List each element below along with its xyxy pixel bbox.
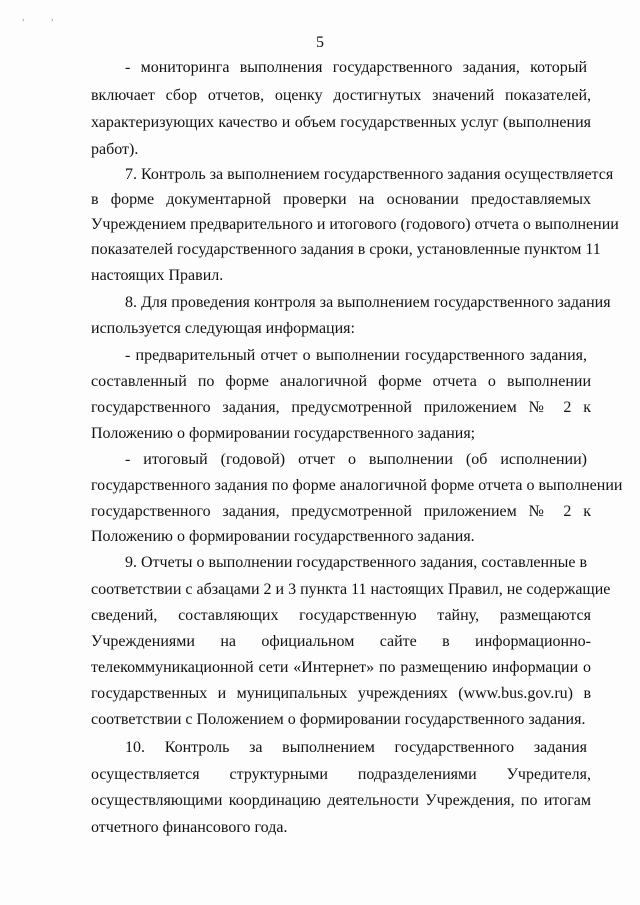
text-line: телекоммуникационной сети «Интернет» по размещению информации о (91, 659, 591, 676)
text-line: Учреждением предварительного и итогового (годового) отчета о выполнении (91, 216, 619, 233)
margin-marks: , , (22, 12, 66, 23)
text-line: сведений, составляющих государственную тайну, размещаются (91, 607, 591, 624)
page-number: 5 (316, 34, 324, 51)
text-line: включает сбор отчетов, оценку достигнутых значений показателей, (91, 87, 591, 104)
text-line: - предварительный отчет о выполнении государственного задания, (125, 347, 587, 364)
text-line: соответствии с Положением о формировании государственного задания. (91, 711, 586, 728)
text-line: 10. Контроль за выполнением государственного задания (125, 739, 587, 756)
text-line: государственных и муниципальных учреждениях (www.bus.gov.ru) в (91, 685, 591, 702)
text-line: Положению о формировании государственного задания; (91, 425, 476, 442)
text-line: отчетного финансового года. (91, 819, 288, 836)
text-line: - итоговый (годовой) отчет о выполнении (об исполнении) (125, 451, 587, 468)
text-line: осуществляющими координацию деятельности Учреждения, по итогам (91, 792, 591, 809)
text-line: государственного задания, предусмотренной приложением № 2 к (91, 503, 591, 520)
text-line: 8. Для проведения контроля за выполнением государственного задания (125, 294, 611, 311)
text-line: работ). (91, 141, 139, 158)
text-line: соответствии с абзацами 2 и 3 пункта 11 настоящих Правил, не содержащие (91, 581, 611, 598)
text-line: показателей государственного задания в сроки, установленные пунктом 11 (91, 241, 601, 258)
text-line: государственного задания по форме аналогичной форме отчета о выполнении (91, 477, 623, 494)
text-line: используется следующая информация: (91, 320, 355, 337)
text-line: настоящих Правил. (91, 267, 224, 284)
text-line: Положению о формировании государственного задания. (91, 528, 475, 545)
text-line: 7. Контроль за выполнением государственного задания осуществляется (125, 166, 614, 183)
text-line: в форме документарной проверки на основании предоставляемых (91, 191, 591, 208)
text-line: составленный по форме аналогичной форме отчета о выполнении (91, 373, 591, 390)
text-line: осуществляется структурными подразделениями Учредителя, (91, 766, 591, 783)
text-line: - мониторинга выполнения государственного задания, который (125, 59, 587, 76)
text-line: характеризующих качество и объем государственных услуг (выполнения (91, 114, 591, 131)
text-line: 9. Отчеты о выполнении государственного задания, составленные в (125, 554, 588, 571)
text-line: Учреждениями на официальном сайте в информационно- (91, 633, 591, 650)
text-line: государственного задания, предусмотренной приложением № 2 к (91, 399, 591, 416)
